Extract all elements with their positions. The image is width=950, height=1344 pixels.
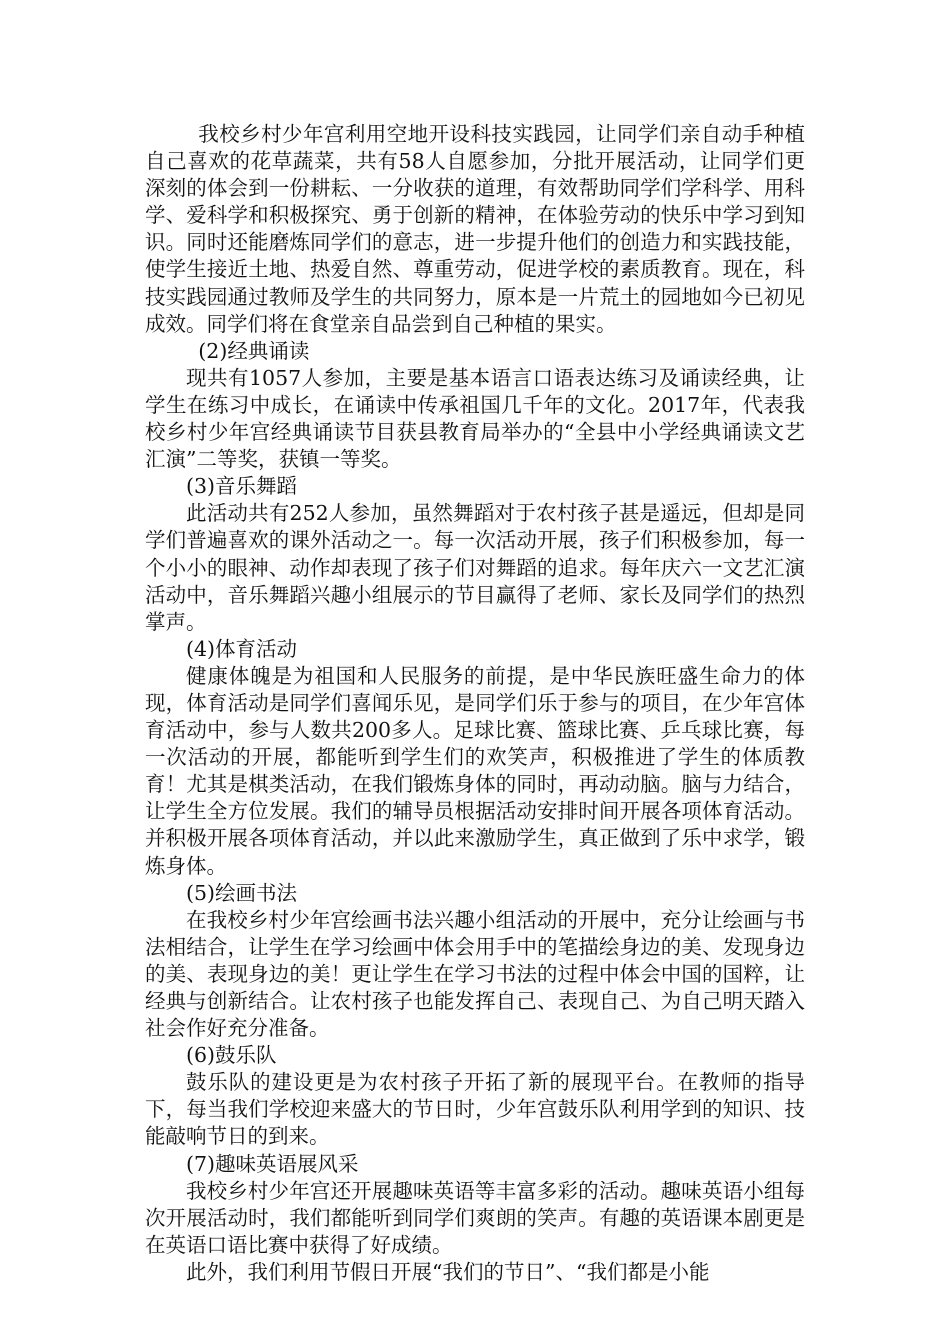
section-body-drum-band: 鼓乐队的建设更是为农村孩子开拓了新的展现平台。在教师的指导下，每当我们学校迎来盛大的节日时，少年宫鼓乐队利用学到的知识、技能敲响节日的到来。 — [145, 1070, 805, 1149]
section-heading-painting-calligraphy: (5)绘画书法 — [186, 880, 298, 905]
section-body-painting-calligraphy: 在我校乡村少年宫绘画书法兴趣小组活动的开展中，充分让绘画与书法相结合，让学生在学习绘画中体会用手中的笔描绘身边的美、发现身边的美、表现身边的美！更让学生在学习书法的过程中体会中国的国粹，让经典与创新结合。让农村孩子也能发挥自己、表现自己、为自己明天踏入社会作好充分准备。 — [145, 907, 805, 1041]
section-body-classic-reading: 现共有1057人参加，主要是基本语言口语表达练习及诵读经典，让学生在练习中成长，在诵读中传承祖国几千年的文化。2017年，代表我校乡村少年宫经典诵读节目获县教育局举办的“全县中小学经典诵读文艺汇演”二等奖，获镇一等奖。 — [145, 365, 805, 472]
document-page — [145, 121, 805, 1286]
section-heading-sports: (4)体育活动 — [186, 636, 298, 661]
section-body-music-dance: 此活动共有252人参加，虽然舞蹈对于农村孩子甚是遥远，但却是同学们普遍喜欢的课外活动之一。每一次活动开展，孩子们积极参加，每一个小小的眼神、动作却表现了孩子们对舞蹈的追求。每年庆六一文艺汇演活动中，音乐舞蹈兴趣小组展示的节目赢得了老师、家长及同学们的热烈掌声。 — [145, 501, 805, 634]
section-heading-fun-english: (7)趣味英语展风采 — [186, 1151, 359, 1176]
section-body-fun-english: 我校乡村少年宫还开展趣味英语等丰富多彩的活动。趣味英语小组每次开展活动时，我们都能听到同学们爽朗的笑声。有趣的英语课本剧更是在英语口语比赛中获得了好成绩。 — [145, 1178, 805, 1257]
intro-paragraph: 我校乡村少年宫利用空地开设科技实践园，让同学们亲自动手种植自己喜欢的花草蔬菜，共有58人自愿参加，分批开展活动，让同学们更深刻的体会到一份耕耘、一分收获的道理，有效帮助同学们学科学、用科学、爱科学和积极探究、勇于创新的精神，在体验劳动的快乐中学习到知识。同时还能磨炼同学们的意志，进一步提升他们的创造力和实践技能，使学生接近土地、热爱自然、尊重劳动，促进学校的素质教育。现在，科技实践园通过教师及学生的共同努力，原本是一片荒土的园地如今已初见成效。同学们将在食堂亲自品尝到自己种植的果实。 — [145, 122, 805, 336]
closing-paragraph: 此外，我们利用节假日开展“我们的节日”、“我们都是小能 — [186, 1259, 710, 1284]
section-heading-drum-band: (6)鼓乐队 — [186, 1043, 277, 1068]
section-body-sports: 健康体魄是为祖国和人民服务的前提，是中华民族旺盛生命力的体现，体育活动是同学们喜闻乐见，是同学们乐于参与的项目，在少年宫体育活动中，参与人数共200多人。足球比赛、篮球比赛、乒乓球比赛，每一次活动的开展，都能听到学生们的欢笑声，积极推进了学生的体质教育！尤其是棋类活动，在我们锻炼身体的同时，再动动脑。脑与力结合，让学生全方位发展。我们的辅导员根据活动安排时间开展各项体育活动。并积极开展各项体育活动，并以此来激励学生，真正做到了乐中求学，锻炼身体。 — [145, 663, 805, 878]
section-heading-classic-reading: (2)经典诵读 — [198, 338, 310, 363]
section-heading-music-dance: (3)音乐舞蹈 — [186, 474, 298, 499]
